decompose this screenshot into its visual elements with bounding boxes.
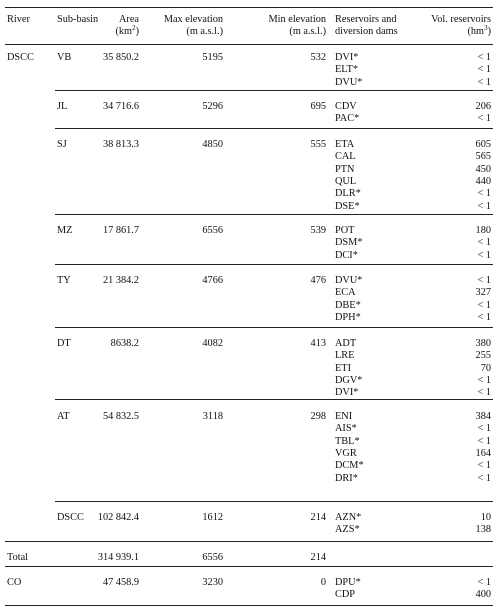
max-elevation-cell: 5296 xyxy=(202,101,223,112)
min-elevation-cell: 555 xyxy=(310,139,326,150)
reservoir-name: PAC* xyxy=(335,113,360,125)
max-elevation-cell: 6556 xyxy=(202,552,223,563)
reservoir-name: CDP xyxy=(335,589,356,601)
reservoir-name: DPU* xyxy=(335,577,361,588)
min-elevation-cell: 476 xyxy=(310,275,326,286)
group-rule xyxy=(55,501,493,502)
reservoir-name: DBE* xyxy=(335,299,361,311)
max-elevation-cell: 3118 xyxy=(202,411,223,422)
reservoir-name: ENI xyxy=(335,411,353,422)
reservoir-name: DVI* xyxy=(335,52,359,63)
reservoir-volume: 164 xyxy=(475,447,491,459)
reservoir-volume: < 1 xyxy=(477,374,491,386)
subbasin-cell: TY xyxy=(57,275,71,286)
area-unit-sup: 2 xyxy=(132,23,136,32)
header-river: River xyxy=(7,14,30,25)
reservoir-name: DSM* xyxy=(335,237,363,249)
reservoir-volume: < 1 xyxy=(477,275,491,286)
group-rule xyxy=(55,214,493,215)
reservoir-volume: < 1 xyxy=(477,200,491,212)
reservoir-name: DVU* xyxy=(335,76,363,88)
reservoir-volume: < 1 xyxy=(477,435,491,447)
top-rule xyxy=(5,7,493,8)
header-volume xyxy=(431,14,491,37)
reservoir-name: LRE xyxy=(335,350,355,362)
group-rule xyxy=(55,327,493,328)
header-min-elevation xyxy=(269,14,326,37)
group-rule xyxy=(5,566,493,567)
area-cell: 47 458.9 xyxy=(102,577,139,588)
subbasin-cell: JL xyxy=(57,101,68,112)
reservoir-volume: < 1 xyxy=(477,423,491,435)
reservoir-volume: 206 xyxy=(475,101,491,112)
reservoir-volume: < 1 xyxy=(477,76,491,88)
river-cell: Total xyxy=(7,552,29,563)
min-elevation-cell: 539 xyxy=(310,225,326,236)
reservoir-name: ETA xyxy=(335,139,355,150)
area-cell: 35 850.2 xyxy=(102,52,139,63)
header-min-elevation-unit: (m a.s.l.) xyxy=(289,25,326,37)
reservoir-volume: 565 xyxy=(475,151,491,163)
reservoir-name: QUL xyxy=(335,175,357,187)
reservoir-volume: < 1 xyxy=(477,577,491,588)
header-area xyxy=(115,14,139,37)
max-elevation-cell: 4082 xyxy=(202,338,223,349)
min-elevation-cell: 214 xyxy=(310,552,326,563)
reservoir-volume: < 1 xyxy=(477,237,491,249)
min-elevation-cell: 532 xyxy=(310,52,326,63)
min-elevation-cell: 0 xyxy=(320,577,326,588)
reservoir-name: ECA xyxy=(335,287,356,299)
subbasin-cell: AT xyxy=(57,411,70,422)
reservoir-name: VGR xyxy=(335,447,357,459)
area-cell: 102 842.4 xyxy=(97,512,139,523)
area-cell: 38 813.3 xyxy=(102,139,139,150)
reservoir-name: CDV xyxy=(335,101,357,112)
vol-unit-end: ) xyxy=(487,25,491,37)
header-min-elevation-label: Min elevation xyxy=(268,14,326,25)
reservoir-name: POT xyxy=(335,225,355,236)
group-rule xyxy=(55,399,493,400)
min-elevation-cell: 214 xyxy=(310,512,326,523)
reservoir-volume: 384 xyxy=(475,411,491,422)
reservoir-name: ETI xyxy=(335,362,352,374)
reservoir-volume: < 1 xyxy=(477,188,491,200)
reservoir-volume: 400 xyxy=(475,589,491,601)
area-cell: 54 832.5 xyxy=(102,411,139,422)
reservoir-volume: < 1 xyxy=(477,52,491,63)
reservoir-volume: 440 xyxy=(475,175,491,187)
reservoir-name: DPH* xyxy=(335,311,361,323)
max-elevation-cell: 1612 xyxy=(202,512,223,523)
river-cell: CO xyxy=(7,577,22,588)
area-unit-base: (km xyxy=(115,25,133,37)
header-rule xyxy=(5,44,493,45)
reservoir-name: AZN* xyxy=(335,512,362,523)
area-cell: 17 861.7 xyxy=(102,225,139,236)
vol-unit-base: (hm xyxy=(467,25,485,37)
area-cell: 21 384.2 xyxy=(102,275,139,286)
subbasin-cell: DT xyxy=(57,338,71,349)
reservoir-volume: 605 xyxy=(475,139,491,150)
max-elevation-cell: 3230 xyxy=(202,577,223,588)
reservoir-name: DGV* xyxy=(335,374,363,386)
header-max-elevation-unit: (m a.s.l.) xyxy=(186,25,223,37)
min-elevation-cell: 298 xyxy=(310,411,326,422)
reservoir-volume: < 1 xyxy=(477,64,491,76)
reservoir-name: DVI* xyxy=(335,387,359,399)
area-unit-end: ) xyxy=(135,25,139,37)
reservoir-volume: 138 xyxy=(475,524,491,536)
reservoir-volume: 380 xyxy=(475,338,491,349)
reservoir-volume: < 1 xyxy=(477,460,491,472)
reservoir-volume: 10 xyxy=(480,512,491,523)
group-rule xyxy=(5,541,493,542)
max-elevation-cell: 4766 xyxy=(202,275,223,286)
reservoir-name: DVU* xyxy=(335,275,363,286)
reservoir-volume: < 1 xyxy=(477,299,491,311)
group-rule xyxy=(5,605,493,606)
reservoir-name: DSE* xyxy=(335,200,360,212)
reservoir-volume: 255 xyxy=(475,350,491,362)
group-rule xyxy=(55,128,493,129)
header-volume-label: Vol. reservoirs xyxy=(431,14,491,25)
vol-unit-sup: 3 xyxy=(484,23,488,32)
min-elevation-cell: 413 xyxy=(310,338,326,349)
reservoir-volume: 450 xyxy=(475,163,491,175)
reservoir-name: AZS* xyxy=(335,524,360,536)
reservoir-volume: < 1 xyxy=(477,311,491,323)
header-reservoirs-label: Reservoirs and xyxy=(335,14,397,25)
subbasin-cell: VB xyxy=(57,52,72,63)
header-area-unit xyxy=(115,23,139,38)
group-rule xyxy=(55,264,493,265)
reservoir-name: DRI* xyxy=(335,472,358,484)
max-elevation-cell: 5195 xyxy=(202,52,223,63)
header-reservoirs xyxy=(335,14,398,37)
reservoir-name: DCI* xyxy=(335,249,358,261)
reservoir-name: AIS* xyxy=(335,423,357,435)
header-volume-unit xyxy=(431,23,491,38)
reservoir-volume: 180 xyxy=(475,225,491,236)
reservoir-volume: < 1 xyxy=(477,249,491,261)
reservoir-name: PTN xyxy=(335,163,355,175)
reservoir-volume: < 1 xyxy=(477,387,491,399)
min-elevation-cell: 695 xyxy=(310,101,326,112)
subbasin-cell: MZ xyxy=(57,225,73,236)
max-elevation-cell: 4850 xyxy=(202,139,223,150)
river-cell: DSCC xyxy=(7,52,34,63)
area-cell: 34 716.6 xyxy=(102,101,139,112)
reservoir-name: TBL* xyxy=(335,435,360,447)
group-rule xyxy=(55,90,493,91)
header-subbasin: Sub-basin xyxy=(57,14,99,25)
reservoir-name: DCM* xyxy=(335,460,364,472)
reservoir-name: ELT* xyxy=(335,64,359,76)
reservoir-name: CAL xyxy=(335,151,356,163)
header-area-label: Area xyxy=(118,14,139,25)
reservoir-name: ADT xyxy=(335,338,357,349)
area-cell: 314 939.1 xyxy=(97,552,139,563)
max-elevation-cell: 6556 xyxy=(202,225,223,236)
area-cell: 8638.2 xyxy=(110,338,139,349)
header-reservoirs-sub: diversion dams xyxy=(335,25,398,37)
reservoir-name: DLR* xyxy=(335,188,361,200)
subbasin-cell: DSCC xyxy=(57,512,84,523)
reservoir-volume: < 1 xyxy=(477,472,491,484)
header-max-elevation-label: Max elevation xyxy=(163,14,223,25)
reservoir-volume: 70 xyxy=(480,362,491,374)
header-max-elevation xyxy=(164,14,223,37)
reservoir-volume: < 1 xyxy=(477,113,491,125)
subbasin-cell: SJ xyxy=(57,139,67,150)
reservoir-volume: 327 xyxy=(475,287,491,299)
